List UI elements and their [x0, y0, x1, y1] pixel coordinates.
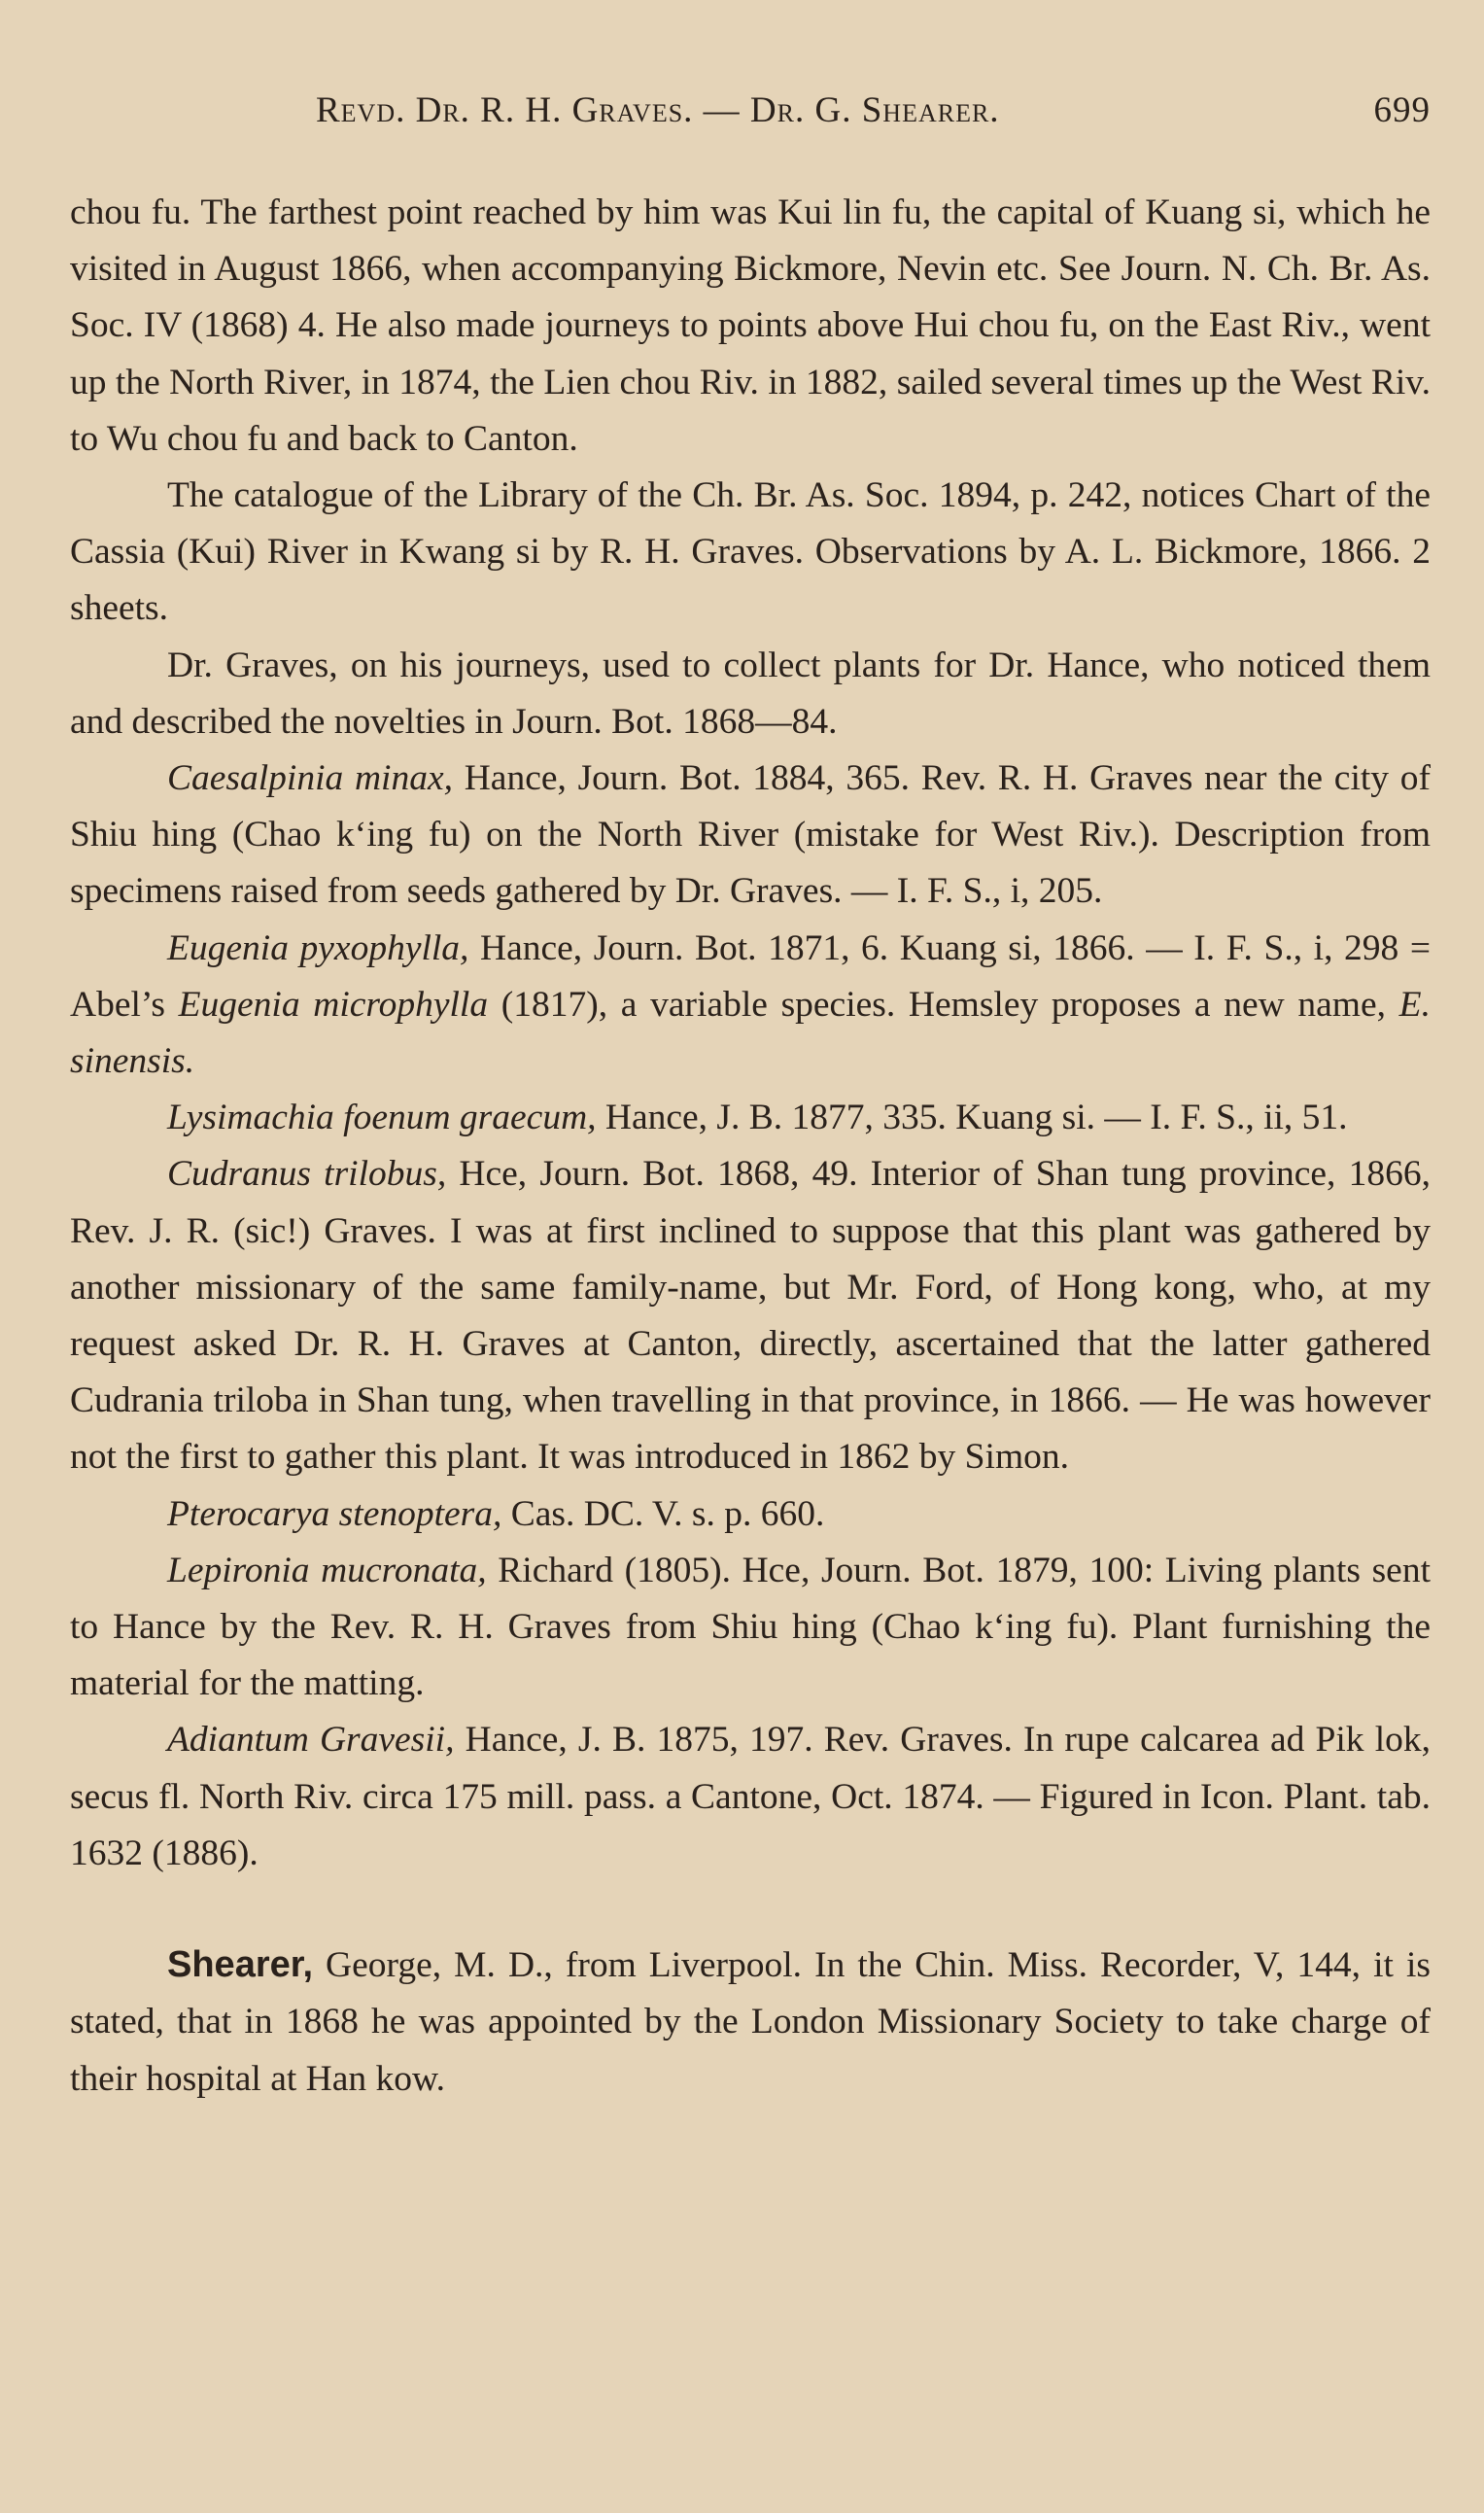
species-name: Cudranus trilobus, — [167, 1154, 447, 1195]
paragraph-continuation: chou fu. The farthest point reached by him was Kui lin fu, the capital of Kuang si, which he visited in August 1866, when accompanying Bickmore, Nevin etc. See Journ. N. Ch. Br. As. Soc. IV (1868) 4. He also made journeys to points above Hui chou fu, on the East Riv., went up the North River, in 1874, the Lien chou Riv. in 1882, sailed several times up the West Riv. to Wu chou fu and back to Canton. — [70, 192, 1431, 459]
section-spacer — [70, 1882, 1431, 1937]
page-body — [70, 185, 1431, 2108]
paragraph-catalogue: The catalogue of the Library of the Ch. Br. As. Soc. 1894, p. 242, notices Chart of the Cassia (Kui) River in Kwang si by R. H. Graves. Observations by A. L. Bickmore, 1866. 2 sheets. — [70, 475, 1431, 629]
entry-shearer — [70, 1937, 1431, 2108]
page-header — [70, 89, 1431, 148]
entry-text: (1817), a variable species. Hemsley proposes a new name, — [488, 984, 1399, 1025]
species-name: Eugenia pyxophylla, — [167, 927, 469, 968]
entry-text: Hance, Journ. Bot. 1884, 365. Rev. R. H. Graves near the city of Shiu hing (Chao k‘ing fu) on the North River (mistake for West Riv.). Description from specimens raised from seeds gathered by Dr. Graves. — I. F. S., i, 205. — [70, 758, 1431, 912]
entry-text: Hce, Journ. Bot. 1868, 49. Interior of Shan tung province, 1866, Rev. J. R. (sic!) Graves. I was at first inclined to suppose that this plant was gathered by another missionary of the same family-name, but Mr. Ford, of Hong kong, who, at my request asked Dr. R. H. Graves at Canton, directly, ascertained that the latter gathered Cudrania triloba in Shan tung, when travelling in that province, in 1866. — He was however not the first to gather this plant. It was introduced in 1862 by Simon. — [70, 1154, 1431, 1478]
paragraph-collecting: Dr. Graves, on his journeys, used to collect plants for Dr. Hance, who noticed them and described the novelties in Journ. Bot. 1868—84. — [70, 645, 1431, 742]
species-name: Eugenia microphylla — [178, 984, 489, 1025]
species-name: Lepironia mucronata, — [167, 1550, 487, 1590]
entry-text: Richard (1805). Hce, Journ. Bot. 1879, 100: Living plants sent to Hance by the Rev. R. H. Graves from Shiu hing (Chao k‘ing fu). Plant furnishing the material for the matting. — [70, 1550, 1431, 1704]
page-number: 699 — [1373, 90, 1431, 130]
entry-text: Cas. DC. V. s. p. 660. — [501, 1493, 825, 1534]
species-name: Lysimachia foenum graecum, — [167, 1098, 597, 1138]
entry-caesalpinia — [70, 750, 1431, 921]
entry-text: Hance, J. B. 1877, 335. Kuang si. — I. F. S., ii, 51. — [596, 1098, 1348, 1138]
entry-lepironia — [70, 1543, 1431, 1713]
running-title: Revd. Dr. R. H. Graves. — Dr. G. Shearer. — [316, 90, 1000, 130]
species-name: Caesalpinia minax, — [167, 758, 453, 799]
species-name: E. sinensis. — [70, 984, 1431, 1082]
entry-pterocarya — [70, 1486, 1431, 1543]
entry-text: Hance, J. B. 1875, 197. Rev. Graves. In rupe calcarea ad Pik lok, secus fl. North Riv. circa 175 mill. pass. a Cantone, Oct. 1874. — Figured in Icon. Plant. tab. 1632 (1886). — [70, 1720, 1431, 1873]
entry-text: Hance, Journ. Bot. 1871, 6. Kuang si, 1866. — I. F. S., i, 298 = Abel’s — [70, 927, 1431, 1025]
entry-eugenia — [70, 921, 1431, 1091]
species-name: Pterocarya stenoptera, — [167, 1493, 502, 1534]
entry-adiantum — [70, 1712, 1431, 1882]
person-name: Shearer, — [167, 1944, 313, 1986]
entry-text: George, M. D., from Liverpool. In the Chin. Miss. Recorder, V, 144, it is stated, that in 1868 he was appointed by the London Missionary Society to take charge of their hospital at Han kow. — [70, 1945, 1431, 2099]
entry-cudranus — [70, 1146, 1431, 1485]
species-name: Adiantum Gravesii, — [167, 1720, 455, 1761]
entry-lysimachia — [70, 1090, 1431, 1146]
